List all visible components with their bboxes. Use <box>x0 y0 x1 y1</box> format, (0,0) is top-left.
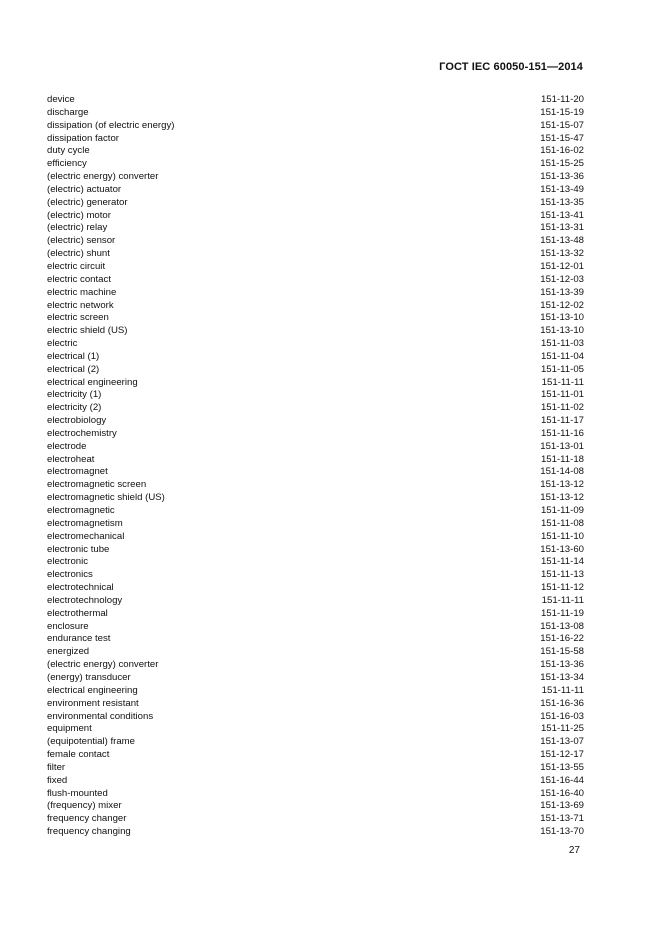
index-entry <box>47 338 584 351</box>
index-entry <box>47 261 584 274</box>
entry-reference: 151-16-44 <box>540 774 584 786</box>
entry-reference: 151-13-41 <box>540 209 584 221</box>
index-entry <box>47 544 584 557</box>
entry-reference: 151-15-58 <box>540 646 584 658</box>
index-entry <box>47 402 584 415</box>
index-entry <box>47 608 584 621</box>
entry-term: electrical engineering <box>47 376 138 388</box>
entry-term: (electric energy) converter <box>47 659 159 671</box>
entry-reference: 151-13-10 <box>540 312 584 324</box>
entry-reference: 151-11-04 <box>540 350 584 362</box>
entry-reference: 151-13-69 <box>540 800 584 812</box>
entry-reference: 151-13-10 <box>540 325 584 337</box>
entry-term: electrode <box>47 440 87 452</box>
entry-reference: 151-16-40 <box>540 787 584 799</box>
entry-term: electrobiology <box>47 415 107 427</box>
entry-reference: 151-13-31 <box>540 222 584 234</box>
entry-reference: 151-11-12 <box>540 582 584 594</box>
entry-term: frequency changing <box>47 826 131 838</box>
entry-term: discharge <box>47 106 89 118</box>
entry-term: (electric) sensor <box>47 235 116 247</box>
index-entry <box>47 171 584 184</box>
index-entry <box>47 325 584 338</box>
index-entry <box>47 633 584 646</box>
entry-reference: 151-11-11 <box>541 376 584 388</box>
entry-reference: 151-11-03 <box>540 338 584 350</box>
entry-term: device <box>47 94 75 105</box>
entry-term: electromagnet <box>47 466 108 478</box>
index-entry <box>47 274 584 287</box>
entry-reference: 151-12-02 <box>540 299 584 311</box>
entry-term: electrical (2) <box>47 363 100 375</box>
index-entry <box>47 248 584 261</box>
index-entry <box>47 364 584 377</box>
index-entry <box>47 415 584 428</box>
index-entry <box>47 428 584 441</box>
entry-reference: 151-11-20 <box>540 94 584 105</box>
index-entry <box>47 646 584 659</box>
entry-term: electric machine <box>47 286 117 298</box>
entry-reference: 151-16-36 <box>540 697 584 709</box>
entry-term: frequency changer <box>47 813 127 825</box>
entry-reference: 151-14-08 <box>540 466 584 478</box>
entry-term: electronic tube <box>47 543 110 555</box>
index-entry <box>47 813 584 826</box>
index-entry <box>47 518 584 531</box>
entry-reference: 151-11-01 <box>540 389 584 401</box>
entry-term: (frequency) mixer <box>47 800 122 812</box>
entry-term: electronics <box>47 569 93 581</box>
entry-term: fixed <box>47 774 68 786</box>
entry-term: enclosure <box>47 620 89 632</box>
entry-term: electricity (2) <box>47 402 102 414</box>
entry-reference: 151-11-25 <box>540 723 584 735</box>
index-entry <box>47 531 584 544</box>
entry-term: (electric) shunt <box>47 248 110 260</box>
entry-reference: 151-13-36 <box>540 659 584 671</box>
entry-reference: 151-15-19 <box>540 106 584 118</box>
term-index-list <box>47 94 584 839</box>
entry-term: electromagnetic screen <box>47 479 147 491</box>
entry-reference: 151-13-71 <box>540 813 584 825</box>
entry-reference: 151-12-03 <box>540 273 584 285</box>
index-entry <box>47 158 584 171</box>
entry-term: endurance test <box>47 633 111 645</box>
entry-term: electromagnetic <box>47 505 115 516</box>
index-entry <box>47 197 584 210</box>
entry-reference: 151-11-05 <box>540 363 584 375</box>
entry-term: electrochemistry <box>47 427 117 439</box>
index-entry <box>47 711 584 724</box>
index-entry <box>47 312 584 325</box>
entry-reference: 151-13-49 <box>540 183 584 195</box>
index-entry <box>47 672 584 685</box>
index-entry <box>47 749 584 762</box>
entry-term: duty cycle <box>47 145 90 157</box>
entry-term: (electric energy) converter <box>47 171 159 183</box>
index-entry <box>47 762 584 775</box>
entry-term: electric screen <box>47 312 109 324</box>
entry-reference: 151-12-17 <box>540 749 584 761</box>
entry-reference: 151-11-02 <box>540 402 584 414</box>
entry-reference: 151-13-07 <box>540 736 584 748</box>
entry-term: electric shield (US) <box>47 325 128 337</box>
entry-reference: 151-15-25 <box>540 158 584 170</box>
entry-term: filter <box>47 761 66 773</box>
index-entry <box>47 800 584 813</box>
entry-term: environment resistant <box>47 697 139 709</box>
index-entry <box>47 736 584 749</box>
entry-term: (electric) relay <box>47 222 108 234</box>
entry-reference: 151-16-03 <box>540 710 584 722</box>
entry-reference: 151-13-01 <box>540 440 584 452</box>
entry-term: female contact <box>47 749 110 761</box>
entry-term: electromagnetism <box>47 517 123 529</box>
index-entry <box>47 120 584 133</box>
entry-reference: 151-15-07 <box>540 119 584 131</box>
index-entry <box>47 788 584 801</box>
entry-term: dissipation (of electric energy) <box>47 119 175 131</box>
index-entry <box>47 466 584 479</box>
entry-reference: 151-13-39 <box>540 286 584 298</box>
entry-term: (energy) transducer <box>47 671 131 683</box>
entry-reference: 151-11-13 <box>540 569 584 581</box>
entry-reference: 151-13-08 <box>540 620 584 632</box>
index-entry <box>47 300 584 313</box>
entry-reference: 151-13-70 <box>540 826 584 838</box>
index-entry <box>47 479 584 492</box>
entry-reference: 151-11-09 <box>540 505 584 516</box>
index-entry <box>47 582 584 595</box>
entry-reference: 151-13-36 <box>540 171 584 183</box>
page-header: ГОСТ IEC 60050-151—2014 <box>439 61 583 73</box>
index-entry <box>47 505 584 518</box>
index-entry <box>47 454 584 467</box>
entry-term: electric circuit <box>47 260 106 272</box>
entry-term: (electric) actuator <box>47 183 122 195</box>
entry-term: electromagnetic shield (US) <box>47 492 165 504</box>
entry-reference: 151-13-48 <box>540 235 584 247</box>
entry-term: dissipation factor <box>47 132 119 144</box>
entry-term: energized <box>47 646 90 658</box>
entry-reference: 151-13-12 <box>540 492 584 504</box>
entry-reference: 151-11-17 <box>540 415 584 427</box>
entry-reference: 151-12-01 <box>540 260 584 272</box>
index-entry <box>47 222 584 235</box>
index-entry <box>47 107 584 120</box>
entry-reference: 151-13-60 <box>540 543 584 555</box>
entry-term: equipment <box>47 723 92 735</box>
entry-reference: 151-11-18 <box>540 453 584 465</box>
entry-term: electricity (1) <box>47 389 102 401</box>
entry-term: environmental conditions <box>47 710 154 722</box>
entry-term: (equipotential) frame <box>47 736 135 748</box>
index-entry <box>47 184 584 197</box>
entry-reference: 151-11-16 <box>540 427 584 439</box>
index-entry <box>47 621 584 634</box>
index-entry <box>47 145 584 158</box>
index-entry <box>47 775 584 788</box>
entry-reference: 151-11-08 <box>540 517 584 529</box>
entry-reference: 151-11-11 <box>541 594 584 606</box>
index-entry <box>47 287 584 300</box>
index-entry <box>47 389 584 402</box>
entry-reference: 151-13-34 <box>540 671 584 683</box>
entry-term: (electric) motor <box>47 209 111 221</box>
entry-term: (electric) generator <box>47 196 128 208</box>
index-entry <box>47 351 584 364</box>
entry-term: electrical (1) <box>47 350 100 362</box>
entry-reference: 151-13-32 <box>540 248 584 260</box>
index-entry <box>47 659 584 672</box>
index-entry <box>47 698 584 711</box>
entry-term: electric <box>47 338 78 350</box>
entry-term: flush-mounted <box>47 787 108 799</box>
entry-term: efficiency <box>47 158 87 170</box>
entry-term: electrotechnology <box>47 594 123 606</box>
entry-term: electrotechnical <box>47 582 114 594</box>
index-entry <box>47 826 584 839</box>
index-entry <box>47 723 584 736</box>
index-entry <box>47 685 584 698</box>
index-entry <box>47 210 584 223</box>
entry-term: electroheat <box>47 453 95 465</box>
entry-reference: 151-13-35 <box>540 196 584 208</box>
index-entry <box>47 556 584 569</box>
entry-reference: 151-13-55 <box>540 761 584 773</box>
entry-reference: 151-13-12 <box>540 479 584 491</box>
entry-reference: 151-16-22 <box>540 633 584 645</box>
page-number: 27 <box>568 845 580 856</box>
index-entry <box>47 569 584 582</box>
entry-term: electronic <box>47 556 89 568</box>
entry-term: electrothermal <box>47 607 108 619</box>
entry-reference: 151-11-10 <box>540 530 584 542</box>
entry-term: electric contact <box>47 273 111 285</box>
index-entry <box>47 94 584 107</box>
entry-term: electromechanical <box>47 530 125 542</box>
entry-reference: 151-16-02 <box>540 145 584 157</box>
entry-term: electrical engineering <box>47 684 138 696</box>
entry-reference: 151-11-19 <box>540 607 584 619</box>
index-entry <box>47 377 584 390</box>
index-entry <box>47 492 584 505</box>
entry-reference: 151-15-47 <box>540 132 584 144</box>
entry-term: electric network <box>47 299 114 311</box>
index-entry <box>47 595 584 608</box>
index-entry <box>47 133 584 146</box>
entry-reference: 151-11-11 <box>541 684 584 696</box>
entry-reference: 151-11-14 <box>540 556 584 568</box>
index-entry <box>47 441 584 454</box>
index-entry <box>47 235 584 248</box>
